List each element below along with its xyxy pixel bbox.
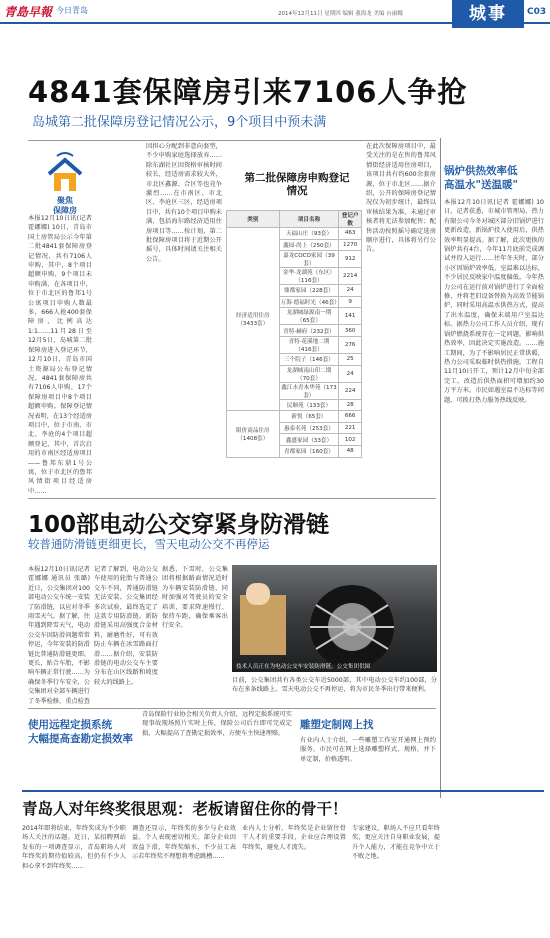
tire-chain-photo: [232, 565, 437, 672]
lead-column-3: 在此次保障房项目中，最受关注的是在售的鲁邦风情街经济适用住房项目，该项目共有约600余套房源，位于市北区……据介绍，公开的保障房登记情况仅为初步统计，最终以审核结果为准，未通过审核者将无法参加配售；配售活动按照摇号确定选房顺序进行，具体将另行公告。: [366, 143, 436, 254]
table-project-cell: 龙湖城绿源南一期（65套）: [279, 308, 339, 325]
table-count-cell: 912: [339, 251, 362, 268]
bottom-headline: 青岛人对年终奖很思观：老板请留住你的骨干！: [22, 800, 348, 818]
table-project-cell: 惠泰名苑（253套）: [279, 422, 339, 434]
table-project-cell: 鼎都家园（228套）: [279, 285, 339, 297]
table-count-cell: 221: [339, 422, 362, 434]
table-project-cell: 鑫盛家园（33套）: [279, 434, 339, 446]
table-project-cell: 青特·花溪地二期（416套）: [279, 336, 339, 353]
divider: [28, 140, 436, 141]
table-count-cell: 9: [339, 296, 362, 308]
table-count-cell: 102: [339, 434, 362, 446]
bus-column-1: 本报12月10日讯(记者 霍娜娜 通讯员 张璐) 近日，公交集团对100部电动公交车统一安装了防滑链，以应对冬季雨雪天气。据了解，往年遇到降雪天气，电动公交车因防滑问题常常停运，今年安装的防滑链比普通防滑链更细、更长，贴合车胎，不影响车辆正常行驶……为确保冬季行车安全，公交集团对全部车辆进行了冬季检修，重点检查: [28, 566, 90, 705]
table-count-cell: 1270: [339, 239, 362, 251]
photo-caption: 技术人员正在为电动公交车安装防滑链。公交集团供图: [236, 664, 371, 670]
table-count-cell: 276: [339, 336, 362, 353]
table-project-cell: 龙湖城南山印二期（70套）: [279, 365, 339, 382]
table-count-cell: 666: [339, 411, 362, 423]
bottom-column-4: 专家建议，职场人不应只看年终奖，更应关注自身职业发展，提升个人能力，才能在竞争中立于不败之地。: [352, 825, 440, 861]
table-project-cell: 青都家园（160套）: [279, 445, 339, 457]
heating-headline: 锅炉供热效率低 高温水"送温暖": [444, 165, 518, 191]
remote-headline: 使用远程定损系统 大幅提高查勘定损效率: [28, 719, 133, 745]
table-title: 第二批保障房申购登记情况: [244, 172, 350, 197]
bus-headline: 100部电动公交穿紧身防滑链: [28, 512, 330, 538]
table-group-label: 经济适用住房（3433套）: [227, 228, 280, 411]
registration-table: [226, 210, 362, 458]
table-project-cell: 天福山庄（93套）: [279, 228, 339, 240]
table-header-cell: 类别: [227, 211, 280, 228]
table-count-cell: 25: [339, 353, 362, 365]
booking-body: 有业内人士介绍，一些雕塑工作室开通网上预约服务，市民可在网上选择雕塑样式、规格，并下单定制，价格透明。: [300, 737, 436, 763]
bus-subhead: 较普通防滑链更细更长，雪天电动公交不再停运: [28, 537, 270, 551]
table-count-cell: 28: [339, 399, 362, 411]
bottom-column-5: [444, 824, 544, 932]
table-row: [227, 411, 362, 423]
table-project-cell: 民顺苑（133套）: [279, 399, 339, 411]
table-header-cell: 登记户数: [339, 211, 362, 228]
dateline: 2014年12月11日 星期四 编辑 董海龙 美编 台丽娜: [278, 11, 403, 17]
heating-body: 本报12月10日讯(记者 霍娜娜) 10日，记者获悉，市城市管理局、热力有限公司今冬对城区部分旧锅炉进行更新改造，新锅炉投入使用后，供热效率明显提高。据了解，此次更换的锅炉共有4台，今年11月底前完成调试并投入运行……往年冬天时，部分小区因锅炉效率低，室温难以达标，不少居民反映家中温度偏低。今年热力公司在运行前对锅炉进行了全面检修，并将老旧设备替换为高效节能锅炉，同时采用高温水供热方式，提高了出水温度，确保末端用户室温达标。据热力公司工作人员介绍，现有锅炉燃烧系统存在一定问题，影响供热效率，因此决定实施改造。……施工期间，为了不影响居民正常供暖，热力公司采取临时供热措施。工程自11月10日开工，预计12月中旬全部完工，改造后供热面积可增加约30万平方米。市民如遇室温不达标等问题，可拨打热力服务热线反映。: [444, 199, 544, 404]
table-project-cell: 嘉龙COCO家园（39套）: [279, 251, 339, 268]
table-project-cell: 万海·德福时光（46套）: [279, 296, 339, 308]
column-label: 今日青岛: [56, 6, 88, 15]
lead-headline: 4841套保障房引来7106人争抢: [28, 75, 468, 109]
table-project-cell: 三个院子（146套）: [279, 353, 339, 365]
table-project-cell: 青特·赫府（232套）: [279, 325, 339, 337]
remote-body: 青岛保险行业协会相关负责人介绍，远程定损系统可实现事故现场照片实时上传，保险公司后台即可完成定损，大幅提高了查勘定损效率，方便车主快速理赔。: [142, 711, 292, 737]
table-count-cell: 360: [339, 325, 362, 337]
table-header-cell: 项目名称: [279, 211, 339, 228]
table-row: [227, 228, 362, 240]
table-count-cell: 463: [339, 228, 362, 240]
bottom-column-2: 调查还显示，年终奖的多少与企业效益、个人表现密切相关。部分企业因效益下滑，年终奖缩水，不少员工表示若年终奖不理想将考虑跳槽……: [132, 825, 236, 861]
column-divider: [440, 138, 441, 798]
table-group-label: 限价商品住房（1408套）: [227, 411, 280, 457]
lead-column-1: 本报12月10日讯(记者 霍娜娜) 10日，青岛市国土房管局公示今年第二批4841套保障房登记情况，共有7106人申购，其中，8个项目超额申购，9个项目未申购满，在各项目中，位于市北区的鲁邦1号公寓项目申购人数最多，666人抢400套保障房，比例高达1:1……11月28日至12月5日，岛城第二批保障房进入登记环节，12月10日，青岛市国土资源局公布登记情况，4841套保障房共有7106人申购，17个保障房项目中8个项目超额申购。保障登记情况表明，在13个经适房项目中，位于市南、市北、李沧的4个项目超额登记，其中，首次启用的市南区经适房项目——鲁邦东鼎1号公寓，位于市北区的鲁邦风情街项目经适房中……: [28, 215, 92, 495]
bus-column-2: 记者了解到，电动公交车使用的轮胎与普通公交车不同，普通防滑链无法安装。公交集团经多次试验，最终选定了这款专用防滑链。新防滑链采用高强度合金材料，耐磨性好，可有效防止车辆在冰雪路面打滑……据介绍，安装防滑链的电动公交车主要分布在山区线路和坡度较大的线路上。: [94, 566, 158, 686]
section-title: 城事: [469, 4, 507, 24]
lead-column-1b: [96, 214, 152, 496]
house-logo-icon: [43, 150, 87, 196]
divider: [22, 790, 544, 792]
booking-headline: 雕塑定制网上找: [300, 719, 374, 731]
logo-label: 聚焦 保障房: [53, 196, 77, 215]
table-count-cell: 48: [339, 445, 362, 457]
bottom-column-1: 2014年即将结束，年终奖成为不少职场人关注的话题。近日，某招聘网站发布的一项调查显示，青岛职场人对年终奖的期待值较高，但仍有不少人担心拿不到年终奖……: [22, 825, 126, 870]
table-project-cell: 鑫园·尚上（250套）: [279, 239, 339, 251]
newspaper-brand: 青島早報: [4, 5, 53, 19]
lead-subhead: 岛城第二批保障房登记情况公示，9个项目中预未满: [32, 115, 327, 130]
divider: [28, 708, 436, 709]
table-count-cell: 141: [339, 308, 362, 325]
section-badge: [452, 0, 524, 28]
bus-column-3: 据悉，下雪时，公交集团将根据路面情况适时为车辆安装防滑链，同时加强对驾驶员的安全培训，要求降速慢行、保持车距，确保乘客出行安全。: [162, 566, 228, 630]
table-project-cell: 金华·龙湖苑（东区）（116套）: [279, 268, 339, 285]
page-number: C03: [527, 7, 547, 17]
table-count-cell: 24: [339, 285, 362, 297]
divider: [28, 498, 436, 499]
table-count-cell: 224: [339, 382, 362, 399]
table-header-row: [227, 211, 362, 228]
bottom-column-3: 业内人士分析，年终奖是企业留住骨干人才的重要手段，企业应合理设置年终奖，避免人才流失。: [242, 825, 346, 851]
table-count-cell: 24: [339, 365, 362, 382]
lead-column-2: 因担心分配到非意向套型，不少申购家庭选择放弃……除东湖社区因资格审核时间较长，经适房需求较大外，市北区鑫源、合区等也竟争激烈……在市南区、市北区、李沧区三区，经适房项目中，共有10个项目申购未满，包括海尔路经济适用住房项目等……按计划，第二批保障房项目将于近期公开摇号，具体时间请关注相关公告。: [146, 143, 222, 263]
table-project-cell: 鑫江水青木华苑（173套）: [279, 382, 339, 399]
table-project-cell: 新悦（65套）: [279, 411, 339, 423]
bus-caption-text: 目前，公交集团共有各类公交车近5000部，其中电动公交车约100部，分布在多条线路上。雪天电动公交不再停运，将为市民冬季出行带来便利。: [232, 677, 437, 694]
table-count-cell: 2214: [339, 268, 362, 285]
